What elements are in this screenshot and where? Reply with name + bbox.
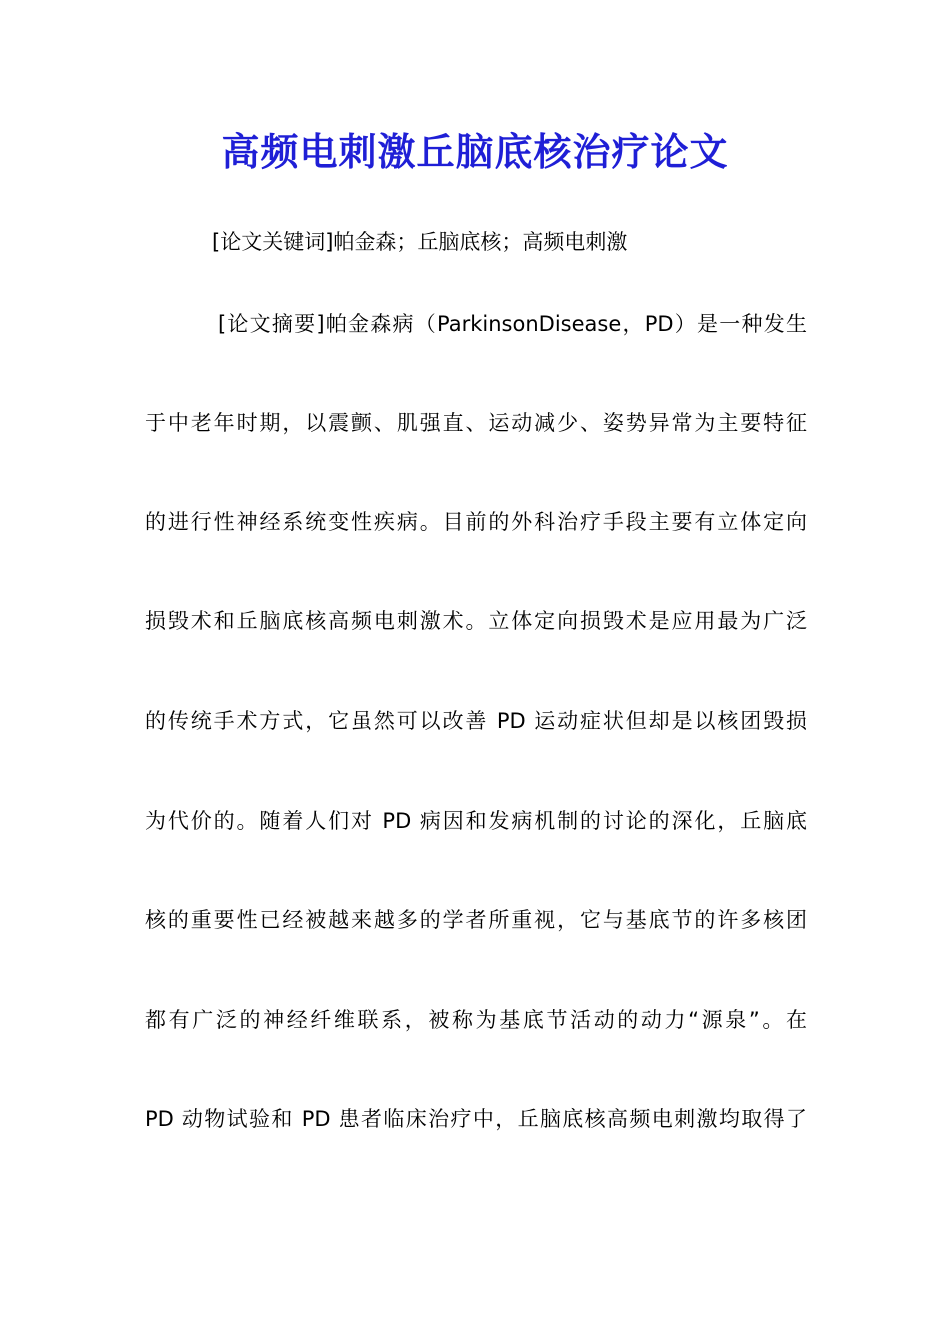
abstract-line-7: 核的重要性已经被越来越多的学者所重视，它与基底节的许多核团: [145, 908, 807, 932]
abstract-line-6: 为代价的。随着人们对 PD 病因和发病机制的讨论的深化，丘脑底: [145, 809, 807, 833]
page-title: 高频电刺激丘脑底核治疗论文: [221, 129, 729, 174]
abstract-line-1: [论文摘要]帕金森病（ParkinsonDisease，PD）是一种发生: [218, 312, 807, 336]
abstract-line-9: PD 动物试验和 PD 患者临床治疗中，丘脑底核高频电刺激均取得了: [145, 1107, 807, 1131]
abstract-line-2: 于中老年时期，以震颤、肌强直、运动减少、姿势异常为主要特征: [145, 411, 807, 435]
abstract-line-5: 的传统手术方式，它虽然可以改善 PD 运动症状但却是以核团毁损: [145, 709, 807, 733]
abstract-line-3: 的进行性神经系统变性疾病。目前的外科治疗手段主要有立体定向: [145, 510, 807, 534]
abstract-line-4: 损毁术和丘脑底核高频电刺激术。立体定向损毁术是应用最为广泛: [145, 609, 807, 633]
keywords-line: [论文关键词]帕金森；丘脑底核；高频电刺激: [212, 230, 628, 254]
abstract-line-8: 都有广泛的神经纤维联系，被称为基底节活动的动力“源泉”。在: [145, 1008, 807, 1032]
